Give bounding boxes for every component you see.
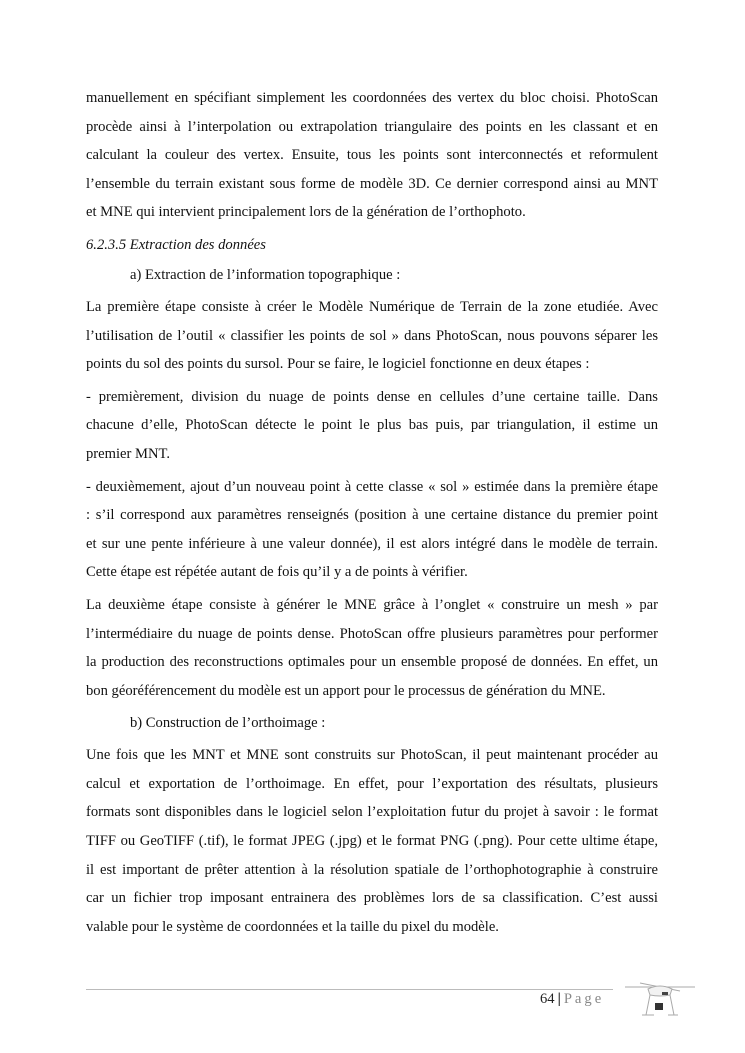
text-line: Une fois que les MNT et MNE sont construits sur PhotoScan, il peut maintenant procéder au xyxy=(86,747,658,764)
footer-divider xyxy=(86,989,613,990)
text-line: calculant la couleur des vertex. Ensuite, tous les points sont interconnectés et reformulent xyxy=(86,147,658,164)
text-line: bon géoréférencement du modèle est un apport pour le processus de génération du MNE. xyxy=(86,682,606,699)
text-line: premier MNT. xyxy=(86,445,171,462)
text-line: La première étape consiste à créer le Modèle Numérique de Terrain de la zone etudiée. Avec xyxy=(86,298,658,315)
text-line: et MNE qui intervient principalement lors de la génération de l’orthophoto. xyxy=(86,204,526,221)
paragraph-3 xyxy=(86,383,658,469)
text-line: manuellement en spécifiant simplement les coordonnées des vertex du bloc choisi. PhotoScan xyxy=(86,90,658,106)
page-separator: | xyxy=(557,991,561,1007)
text-line: points du sol des points du sursol. Pour se faire, le logiciel fonctionne en deux étapes : xyxy=(86,356,590,373)
text-line: la production des reconstructions optimales pour un ensemble proposé de données. En effet, un xyxy=(86,654,658,671)
text-line: il est important de prêter attention à la résolution spatiale de l’orthophotographie à construire xyxy=(86,861,658,878)
section-heading: 6.2.3.5 Extraction des données xyxy=(86,236,266,253)
text-line: : s’il correspond aux paramètres renseignés (position à une certaine distance du premier point xyxy=(86,507,658,524)
text-line: - deuxièmement, ajout d’un nouveau point à cette classe « sol » estimée dans la première étape xyxy=(86,478,658,495)
text-line: valable pour le système de coordonnées et la taille du pixel du modèle. xyxy=(86,918,499,935)
paragraph-1 xyxy=(86,84,658,227)
text-line: TIFF ou GeoTIFF (.tif), le format JPEG (.jpg) et le format PNG (.png). Pour cette ultime étape, xyxy=(86,833,658,850)
text-line: l’ensemble du terrain existant sous forme de modèle 3D. Ce dernier correspond ainsi au MNT xyxy=(86,175,658,192)
text-line: chacune d’elle, PhotoScan détecte le point le plus bas puis, par triangulation, il estime un xyxy=(86,417,658,434)
text-line: l’utilisation de l’outil « classifier les points de sol » dans PhotoScan, nous pouvons séparer les xyxy=(86,327,658,344)
page-body xyxy=(86,84,658,945)
text-line: et sur une pente inférieure à une valeur donnée), il est alors intégré dans le modèle de terrain. xyxy=(86,535,658,552)
page-number-footer xyxy=(540,991,604,1008)
text-line: La deuxième étape consiste à générer le MNE grâce à l’onglet « construire un mesh » par xyxy=(86,596,658,613)
subheading-b: b) Construction de l’orthoimage : xyxy=(130,715,326,732)
paragraph-4 xyxy=(86,473,658,587)
text-line: car un fichier trop imposant entrainera des problèmes lors de sa classification. C’est aussi xyxy=(86,890,658,907)
paragraph-2 xyxy=(86,293,658,379)
page-label: Page xyxy=(563,991,605,1007)
drone-icon xyxy=(620,975,700,1025)
paragraph-6 xyxy=(86,741,658,941)
text-line: Cette étape est répétée autant de fois qu’il y a de points à vérifier. xyxy=(86,564,468,581)
page-number: 64 xyxy=(540,991,555,1007)
text-line: calcul et exportation de l’orthoimage. En effet, pour l’exportation des résultats, plusieurs xyxy=(86,775,658,792)
text-line: - premièrement, division du nuage de points dense en cellules d’une certaine taille. Dans xyxy=(86,388,658,405)
paragraph-5 xyxy=(86,591,658,705)
subheading-a: a) Extraction de l’information topographique : xyxy=(130,266,401,283)
text-line: formats sont disponibles dans le logiciel selon l’exploitation futur du projet à savoir : le format xyxy=(86,804,658,821)
text-line: procède ainsi à l’interpolation ou extrapolation triangulaire des points en les classant et en xyxy=(86,118,658,135)
text-line: l’intermédiaire du nuage de points dense. PhotoScan offre plusieurs paramètres pour performer xyxy=(86,625,658,642)
